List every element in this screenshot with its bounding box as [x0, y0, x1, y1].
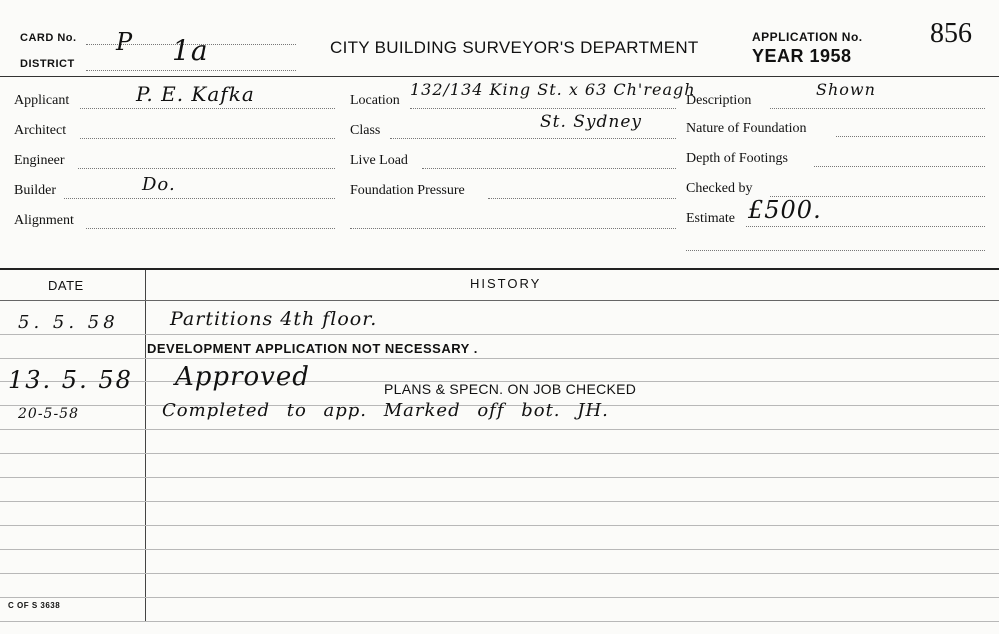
estimate-value: £500. [748, 196, 822, 224]
district-line [86, 70, 296, 71]
blank-line-right [686, 250, 985, 251]
builder-value: Do. [142, 174, 176, 195]
history-column-header: HISTORY [470, 276, 542, 291]
checked-by-label: Checked by [686, 181, 753, 196]
district-label: DISTRICT [20, 58, 75, 70]
applicant-line [80, 108, 335, 109]
card-header [0, 0, 999, 76]
alignment-line [86, 228, 335, 229]
district-value: 1a [172, 34, 209, 67]
history-entry: Approved [175, 362, 310, 392]
form-code: C OF S 3638 [8, 601, 61, 610]
nature-line [836, 136, 985, 137]
card-no-label: CARD No. [20, 32, 77, 44]
department-title: CITY BUILDING SURVEYOR'S DEPARTMENT [330, 38, 699, 57]
date-column-divider [145, 270, 146, 622]
history-date: 20-5-58 [18, 406, 79, 422]
foundation-pressure-line [488, 198, 676, 199]
history-entry: Partitions 4th floor. [170, 308, 378, 330]
location-value-line1: 132/134 King St. x 63 Ch'reagh [410, 80, 696, 99]
architect-line [80, 138, 335, 139]
alignment-label: Alignment [14, 213, 74, 228]
header-divider [0, 76, 999, 77]
blank-line-middle [350, 228, 676, 229]
description-label: Description [686, 93, 752, 108]
nature-label: Nature of Foundation [686, 121, 807, 136]
location-value-line2: St. Sydney [540, 112, 643, 132]
applicant-label: Applicant [14, 93, 70, 108]
history-date: 13. 5. 58 [8, 366, 133, 394]
card-no-value: P [116, 28, 134, 56]
estimate-label: Estimate [686, 211, 735, 226]
depth-label: Depth of Footings [686, 151, 788, 166]
class-label: Class [350, 123, 381, 138]
location-label: Location [350, 93, 400, 108]
architect-label: Architect [14, 123, 67, 138]
foundation-pressure-label: Foundation Pressure [350, 183, 465, 198]
description-value: Shown [816, 80, 876, 99]
live-load-label: Live Load [350, 153, 408, 168]
application-number: 856 [930, 18, 972, 49]
builder-label: Builder [14, 183, 56, 198]
date-column-header: DATE [48, 278, 84, 293]
class-line [390, 138, 676, 139]
year-label: YEAR 1958 [752, 46, 852, 66]
history-date: 5. 5. 58 [18, 312, 119, 333]
depth-line [814, 166, 985, 167]
history-top-rule [0, 268, 999, 270]
history-entry: DEVELOPMENT APPLICATION NOT NECESSARY . [147, 341, 478, 356]
estimate-line [746, 226, 985, 227]
history-entry: Completed to app. Marked off bot. JH. [162, 400, 609, 421]
engineer-line [78, 168, 335, 169]
builder-line [64, 198, 335, 199]
description-line [770, 108, 985, 109]
applicant-value: P. E. Kafka [136, 82, 255, 106]
history-stamp: PLANS & SPECN. ON JOB CHECKED [384, 381, 637, 397]
application-label: APPLICATION No. [752, 30, 863, 44]
location-line [410, 108, 676, 109]
engineer-label: Engineer [14, 153, 65, 168]
live-load-line [422, 168, 676, 169]
